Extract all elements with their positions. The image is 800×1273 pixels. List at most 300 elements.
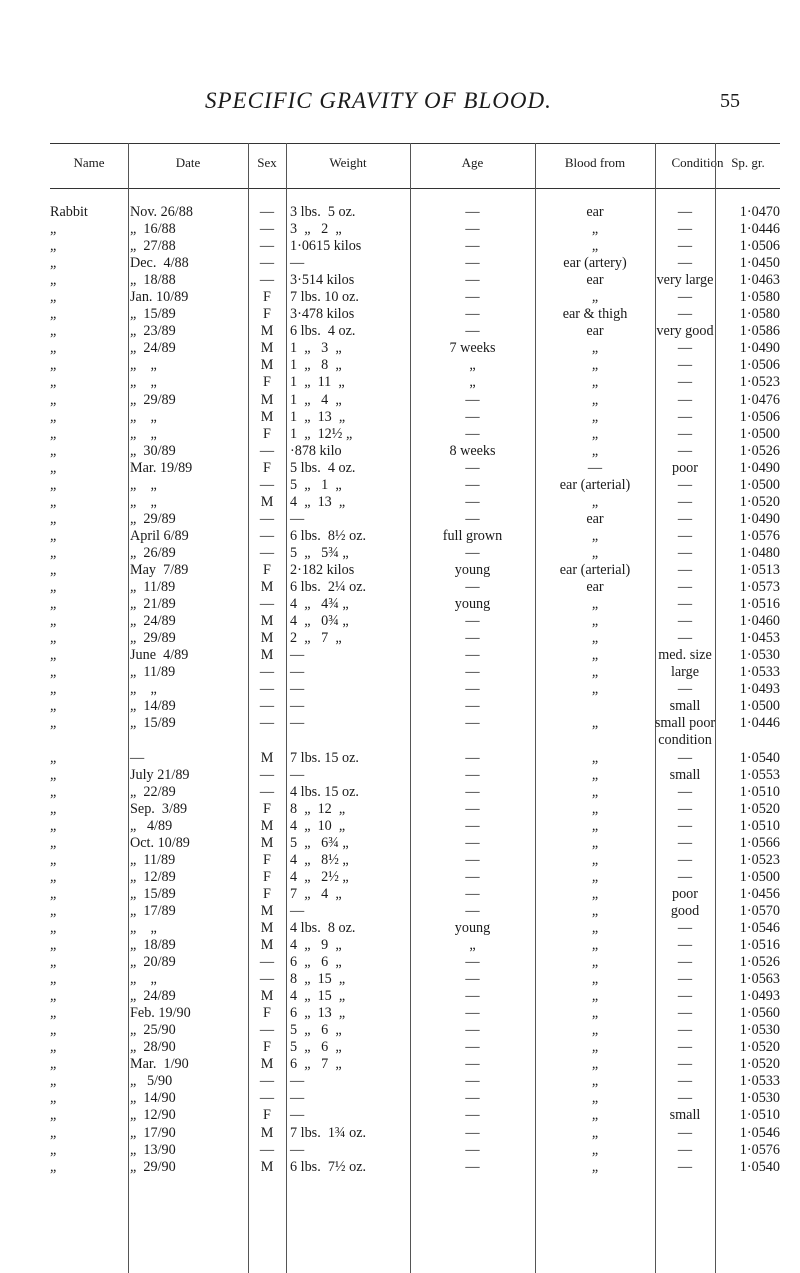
cell-weight: 5 „ 1 „ — [290, 476, 342, 493]
cell-name: „ — [50, 1005, 57, 1022]
cell-sex: M — [260, 937, 274, 954]
table-row — [50, 528, 780, 545]
table-row — [50, 1125, 780, 1142]
cell-blood-from: „ — [591, 1005, 599, 1022]
cell-weight: 4 „ 4¾ „ — [290, 596, 349, 613]
cell-name: „ — [50, 1022, 57, 1039]
cell-sp-gr: 1·0540 — [739, 1158, 780, 1175]
cell-name: „ — [50, 425, 57, 442]
cell-weight: 1 „ 13 „ — [290, 408, 346, 425]
cell-blood-from: „ — [591, 783, 599, 800]
table-row — [50, 988, 780, 1005]
cell-condition: — — [677, 510, 693, 527]
cell-age: young — [454, 561, 491, 578]
cell-name: „ — [50, 834, 57, 851]
cell-sex: — — [259, 238, 275, 255]
cell-age: — — [465, 681, 480, 698]
cell-sex: — — [259, 715, 275, 732]
cell-weight: 5 „ 6¾ „ — [290, 834, 349, 851]
cell-weight: 8 „ 12 „ — [290, 800, 346, 817]
cell-weight: 3·514 kilos — [290, 272, 355, 289]
cell-condition: — — [677, 579, 693, 596]
cell-condition: — — [677, 1022, 693, 1039]
cell-age: — — [465, 272, 480, 289]
cell-sex: — — [259, 698, 275, 715]
cell-age: — — [465, 1056, 480, 1073]
cell-name: „ — [50, 885, 57, 902]
table-row — [50, 886, 780, 903]
cell-sex: M — [260, 493, 274, 510]
cell-condition: — — [677, 851, 693, 868]
table-row — [50, 443, 780, 460]
cell-date: Sep. 3/89 — [130, 800, 188, 817]
cell-condition: poor — [671, 459, 698, 476]
cell-blood-from: „ — [591, 613, 599, 630]
cell-sex: F — [263, 800, 271, 817]
cell-condition: — — [677, 340, 693, 357]
cell-sp-gr: 1·0500 — [739, 698, 780, 715]
cell-name: „ — [50, 1124, 57, 1141]
cell-sex: — — [259, 783, 275, 800]
cell-weight: 4 „ 0¾ „ — [290, 613, 349, 630]
cell-blood-from: ear (arterial) — [559, 476, 631, 493]
table-row — [50, 1159, 780, 1176]
cell-sp-gr: 1·0446 — [739, 715, 780, 732]
cell-sp-gr: 1·0490 — [739, 459, 780, 476]
table-row — [50, 426, 780, 443]
cell-date: — — [130, 749, 145, 766]
cell-weight: 6 lbs. 2¼ oz. — [290, 579, 367, 596]
cell-age: — — [465, 1158, 480, 1175]
table-row — [50, 494, 780, 511]
table-row — [50, 1005, 780, 1022]
cell-name: „ — [50, 579, 57, 596]
cell-name: „ — [50, 323, 57, 340]
table-row — [50, 1107, 780, 1124]
cell-sp-gr: 1·0510 — [739, 1107, 780, 1124]
cell-age: — — [465, 1039, 480, 1056]
cell-blood-from: „ — [591, 221, 599, 238]
cell-blood-from: ear — [586, 510, 604, 527]
cell-name: „ — [50, 408, 57, 425]
cell-weight: — — [290, 1090, 305, 1107]
cell-age: young — [454, 596, 491, 613]
cell-name: „ — [50, 698, 57, 715]
cell-sex: — — [259, 1022, 275, 1039]
cell-age: — — [465, 1141, 480, 1158]
cell-condition: large — [670, 664, 700, 681]
cell-name: „ — [50, 937, 57, 954]
cell-blood-from: ear — [586, 204, 604, 220]
cell-blood-from: ear — [586, 579, 604, 596]
cell-condition: — — [677, 630, 693, 647]
cell-name: „ — [50, 902, 57, 919]
cell-name: „ — [50, 971, 57, 988]
table-row — [50, 903, 780, 920]
cell-date: „ 18/88 — [130, 272, 176, 289]
cell-blood-from: „ — [591, 885, 599, 902]
cell-sp-gr: 1·0586 — [739, 323, 780, 340]
cell-name: „ — [50, 527, 57, 544]
cell-condition: — — [677, 357, 693, 374]
cell-name: „ — [50, 255, 57, 272]
table-row — [50, 732, 780, 749]
table-header-row — [50, 143, 780, 189]
cell-sp-gr: 1·0540 — [739, 749, 780, 766]
cell-date: „ 27/88 — [130, 238, 176, 255]
table-row — [50, 647, 780, 664]
table-row — [50, 1022, 780, 1039]
table-row — [50, 1056, 780, 1073]
cell-age: — — [465, 391, 480, 408]
cell-weight: 3 „ 2 „ — [290, 221, 342, 238]
cell-date: June 4/89 — [130, 647, 189, 664]
running-header — [0, 88, 800, 118]
cell-weight: 6 „ 13 „ — [290, 1005, 346, 1022]
cell-condition: — — [677, 988, 693, 1005]
cell-sex: — — [259, 255, 275, 272]
cell-sex: — — [259, 544, 275, 561]
cell-condition: — — [677, 971, 693, 988]
cell-blood-from: „ — [591, 954, 599, 971]
cell-weight: 6 „ 6 „ — [290, 954, 342, 971]
table-row — [50, 255, 780, 272]
cell-weight: — — [290, 1073, 305, 1090]
cell-sex: — — [259, 272, 275, 289]
cell-name: „ — [50, 238, 57, 255]
cell-sex: M — [260, 357, 274, 374]
cell-age: — — [465, 766, 480, 783]
cell-sp-gr: 1·0526 — [739, 442, 780, 459]
cell-name: „ — [50, 1107, 57, 1124]
cell-weight: 3·478 kilos — [290, 306, 355, 323]
table-row — [50, 323, 780, 340]
cell-date: „ 11/89 — [130, 579, 176, 596]
cell-sex: — — [259, 1090, 275, 1107]
cell-name: „ — [50, 851, 57, 868]
cell-blood-from: „ — [591, 357, 599, 374]
table-row — [50, 289, 780, 306]
table-row — [50, 357, 780, 374]
column-header-name: Name — [73, 155, 105, 170]
cell-condition: — — [677, 1005, 693, 1022]
cell-age: — — [465, 647, 480, 664]
cell-age: — — [465, 1090, 480, 1107]
cell-blood-from: „ — [591, 425, 599, 442]
cell-date: „ 24/89 — [130, 340, 176, 357]
cell-sp-gr: 1·0580 — [739, 289, 780, 306]
cell-sex: F — [263, 561, 271, 578]
cell-name: „ — [50, 272, 57, 289]
cell-sex: — — [259, 1073, 275, 1090]
cell-age: — — [465, 459, 480, 476]
cell-sex: F — [263, 1107, 271, 1124]
cell-sp-gr: 1·0530 — [739, 1022, 780, 1039]
cell-condition: — — [677, 868, 693, 885]
cell-name: „ — [50, 868, 57, 885]
cell-weight: — — [290, 255, 305, 272]
table-row — [50, 630, 780, 647]
cell-blood-from: „ — [591, 289, 599, 306]
cell-sp-gr: 1·0516 — [739, 596, 780, 613]
table-row — [50, 920, 780, 937]
cell-condition: med. size — [658, 647, 712, 664]
cell-sp-gr: 1·0446 — [739, 221, 780, 238]
cell-blood-from: „ — [591, 937, 599, 954]
cell-weight: 7 lbs. 10 oz. — [290, 289, 359, 306]
table-row — [50, 204, 780, 221]
cell-condition: — — [677, 306, 693, 323]
table-row — [50, 477, 780, 494]
cell-sex: F — [263, 851, 271, 868]
cell-age: — — [465, 664, 480, 681]
cell-sex: — — [259, 954, 275, 971]
cell-age: — — [465, 902, 480, 919]
column-header-condition: Condition — [671, 155, 724, 170]
cell-date: „ 15/89 — [130, 306, 176, 323]
table-row — [50, 545, 780, 562]
cell-age: — — [465, 544, 480, 561]
cell-date: „ 13/90 — [130, 1141, 176, 1158]
cell-sp-gr: 1·0573 — [739, 579, 780, 596]
cell-weight: 7 lbs. 15 oz. — [290, 749, 359, 766]
cell-age: 7 weeks — [449, 340, 496, 357]
cell-name: „ — [50, 1090, 57, 1107]
cell-date: April 6/89 — [130, 527, 189, 544]
cell-blood-from: „ — [591, 596, 599, 613]
table-row — [50, 272, 780, 289]
table-row — [50, 579, 780, 596]
cell-date: „ 11/89 — [130, 851, 176, 868]
cell-name: Rabbit — [50, 204, 88, 220]
cell-condition: — — [677, 476, 693, 493]
cell-sex: — — [259, 971, 275, 988]
cell-blood-from: „ — [591, 868, 599, 885]
cell-condition: — — [677, 408, 693, 425]
cell-blood-from: „ — [591, 1090, 599, 1107]
cell-age: — — [465, 408, 480, 425]
cell-sp-gr: 1·0553 — [739, 766, 780, 783]
cell-name: „ — [50, 391, 57, 408]
cell-blood-from: „ — [591, 647, 599, 664]
cell-weight: 5 lbs. 4 oz. — [290, 459, 356, 476]
cell-sex: — — [259, 204, 275, 220]
cell-weight: 3 lbs. 5 oz. — [290, 204, 356, 220]
cell-condition: — — [677, 596, 693, 613]
cell-blood-from: „ — [591, 715, 599, 732]
cell-sp-gr: 1·0493 — [739, 988, 780, 1005]
cell-name: „ — [50, 374, 57, 391]
cell-date: „ „ — [130, 408, 157, 425]
cell-date: Dec. 4/88 — [130, 255, 189, 272]
cell-weight: 6 lbs. 7½ oz. — [290, 1158, 367, 1175]
cell-sex: M — [260, 1158, 274, 1175]
cell-name: „ — [50, 749, 57, 766]
cell-sp-gr: 1·0516 — [739, 937, 780, 954]
page-number: 55 — [720, 90, 740, 112]
cell-sex: M — [260, 834, 274, 851]
cell-age: — — [465, 323, 480, 340]
cell-condition: — — [677, 561, 693, 578]
cell-condition: — — [677, 442, 693, 459]
table-row — [50, 1073, 780, 1090]
cell-name: „ — [50, 715, 57, 732]
cell-date: „ 22/89 — [130, 783, 176, 800]
cell-weight: 4 „ 10 „ — [290, 817, 346, 834]
cell-sp-gr: 1·0513 — [739, 561, 780, 578]
table-row — [50, 374, 780, 391]
cell-age: — — [465, 221, 480, 238]
cell-sex: M — [260, 323, 274, 340]
cell-blood-from: „ — [591, 800, 599, 817]
cell-condition: — — [677, 783, 693, 800]
cell-blood-from: „ — [591, 391, 599, 408]
table-row — [50, 801, 780, 818]
cell-condition: — — [677, 681, 693, 698]
cell-name: „ — [50, 1073, 57, 1090]
column-header-date: Date — [175, 155, 201, 170]
cell-condition: — — [677, 613, 693, 630]
cell-date: „ „ — [130, 919, 157, 936]
cell-name: „ — [50, 493, 57, 510]
cell-sp-gr: 1·0560 — [739, 1005, 780, 1022]
running-title: SPECIFIC GRAVITY OF BLOOD. — [205, 88, 552, 113]
cell-age: „ — [469, 937, 476, 954]
cell-name: „ — [50, 766, 57, 783]
data-table-header — [50, 143, 780, 189]
cell-sp-gr: 1·0493 — [739, 681, 780, 698]
cell-age: — — [465, 1107, 480, 1124]
cell-condition: — — [677, 1090, 693, 1107]
cell-sp-gr: 1·0453 — [739, 630, 780, 647]
cell-weight: 2 „ 7 „ — [290, 630, 342, 647]
cell-age: — — [465, 954, 480, 971]
cell-sp-gr: 1·0510 — [739, 783, 780, 800]
cell-blood-from: „ — [591, 749, 599, 766]
cell-blood-from: „ — [591, 902, 599, 919]
cell-age: — — [465, 834, 480, 851]
cell-date: „ 26/89 — [130, 544, 176, 561]
cell-sp-gr: 1·0523 — [739, 851, 780, 868]
table-row — [50, 750, 780, 767]
cell-sp-gr: 1·0520 — [739, 1039, 780, 1056]
cell-blood-from: „ — [591, 527, 599, 544]
cell-name: „ — [50, 988, 57, 1005]
cell-condition: good — [670, 902, 700, 919]
table-row — [50, 767, 780, 784]
table-row — [50, 409, 780, 426]
cell-weight: — — [290, 664, 305, 681]
cell-sex: M — [260, 647, 274, 664]
cell-age: — — [465, 1022, 480, 1039]
cell-weight: — — [290, 681, 305, 698]
cell-weight: 4 „ 2½ „ — [290, 868, 349, 885]
cell-blood-from: ear — [586, 323, 604, 340]
cell-name: „ — [50, 1056, 57, 1073]
cell-sex: M — [260, 579, 274, 596]
column-header-sp-gr: Sp. gr. — [731, 155, 765, 170]
cell-name: „ — [50, 596, 57, 613]
table-row — [50, 835, 780, 852]
cell-weight: 4 lbs. 15 oz. — [290, 783, 359, 800]
cell-sp-gr: 1·0470 — [739, 204, 780, 220]
cell-sex: — — [259, 596, 275, 613]
cell-sp-gr: 1·0463 — [739, 272, 780, 289]
cell-condition: — — [677, 1141, 693, 1158]
cell-age: „ — [469, 357, 476, 374]
cell-sp-gr: 1·0506 — [739, 408, 780, 425]
cell-condition: — — [677, 1124, 693, 1141]
cell-name: „ — [50, 459, 57, 476]
cell-sex: — — [259, 510, 275, 527]
cell-weight: 7 „ 4 „ — [290, 885, 342, 902]
cell-blood-from: „ — [591, 1141, 599, 1158]
cell-sp-gr: 1·0563 — [739, 971, 780, 988]
cell-sex: F — [263, 459, 271, 476]
cell-date: „ 17/89 — [130, 902, 176, 919]
cell-blood-from: „ — [591, 442, 599, 459]
table-row — [50, 306, 780, 323]
cell-date: Nov. 26/88 — [130, 204, 193, 220]
cell-blood-from: „ — [591, 817, 599, 834]
cell-age: — — [465, 476, 480, 493]
cell-sex: M — [260, 1124, 274, 1141]
cell-age: — — [465, 579, 480, 596]
cell-blood-from: ear (artery) — [563, 255, 627, 272]
cell-name: „ — [50, 647, 57, 664]
cell-sp-gr: 1·0523 — [739, 374, 780, 391]
cell-date: May 7/89 — [130, 561, 189, 578]
cell-date: „ 21/89 — [130, 596, 176, 613]
table-row — [50, 954, 780, 971]
cell-age: — — [465, 510, 480, 527]
cell-sp-gr: 1·0576 — [739, 527, 780, 544]
cell-condition: — — [677, 221, 693, 238]
cell-date: „ 24/89 — [130, 613, 176, 630]
cell-condition: — — [677, 204, 693, 220]
cell-name: „ — [50, 544, 57, 561]
cell-condition: — — [677, 527, 693, 544]
cell-weight: 6 „ 7 „ — [290, 1056, 342, 1073]
cell-sex: M — [260, 408, 274, 425]
table-row — [50, 937, 780, 954]
cell-condition: very large — [656, 272, 714, 289]
cell-weight: 1 „ 4 „ — [290, 391, 342, 408]
table-row — [50, 971, 780, 988]
cell-date: „ „ — [130, 681, 157, 698]
cell-condition: small poor — [654, 715, 716, 732]
cell-sp-gr: 1·0456 — [739, 885, 780, 902]
cell-blood-from: ear & thigh — [562, 306, 628, 323]
cell-date: „ 12/90 — [130, 1107, 176, 1124]
cell-age: full grown — [442, 527, 503, 544]
cell-sex: M — [260, 817, 274, 834]
cell-blood-from: „ — [591, 1073, 599, 1090]
table-row — [50, 1142, 780, 1159]
cell-age: — — [465, 783, 480, 800]
cell-name: „ — [50, 340, 57, 357]
cell-date: „ 29/89 — [130, 510, 176, 527]
cell-name: „ — [50, 289, 57, 306]
cell-sex: F — [263, 868, 271, 885]
cell-weight: — — [290, 647, 305, 664]
cell-blood-from: „ — [591, 681, 599, 698]
cell-weight: 1 „ 11 „ — [290, 374, 345, 391]
cell-weight: — — [290, 1107, 305, 1124]
cell-condition: — — [677, 919, 693, 936]
cell-condition: small — [669, 766, 701, 783]
cell-age: — — [465, 851, 480, 868]
